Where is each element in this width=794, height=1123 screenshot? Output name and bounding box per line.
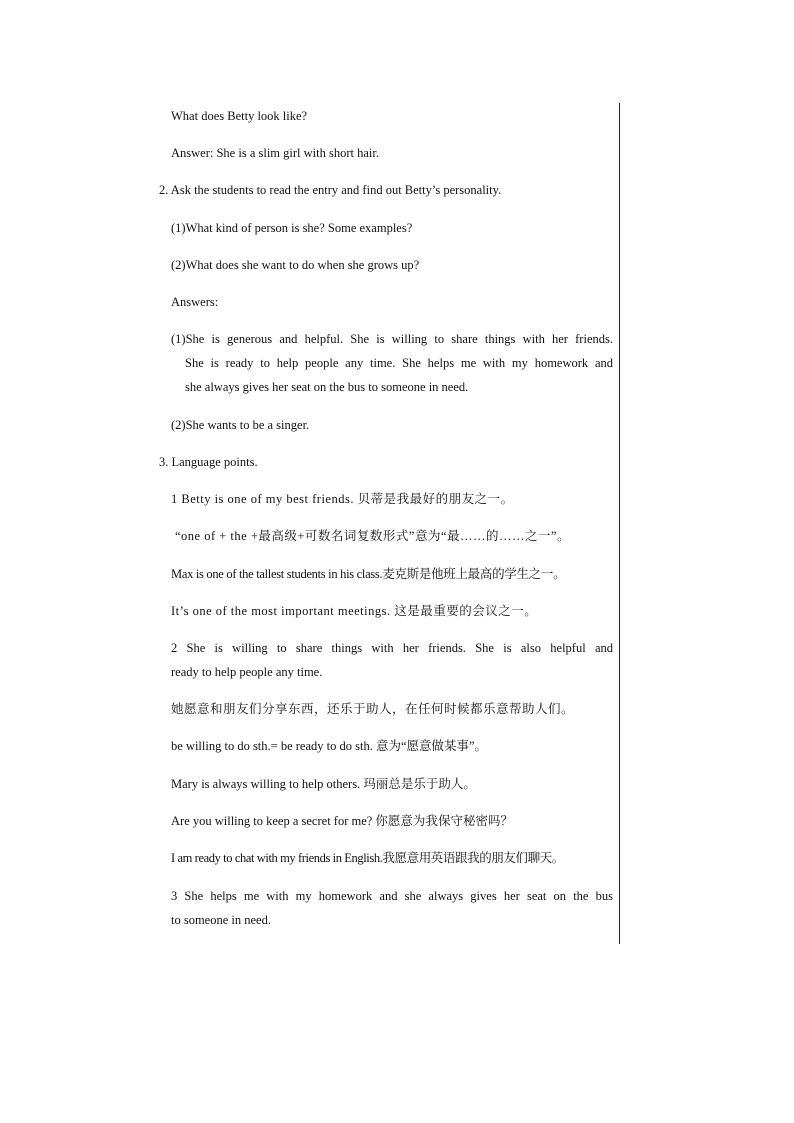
point-1-example-1: Max is one of the tallest students in his class.麦克斯是他班上最高的学生之一。: [171, 567, 566, 581]
point-3-sentence-line-2: to someone in need.: [171, 913, 271, 927]
question-1: (1)What kind of person is she? Some examples?: [171, 221, 413, 235]
table-right-border: [619, 103, 620, 944]
point-2-translation: 她愿意和朋友们分享东西，还乐于助人，在任何时候都乐意帮助人们。: [171, 702, 575, 716]
question-2: (2)What does she want to do when she grows up?: [171, 258, 420, 272]
point-2-rule: be willing to do sth.= be ready to do sth. 意为“愿意做某事”。: [171, 739, 488, 753]
question-appearance: What does Betty look like?: [171, 109, 308, 123]
point-3-sentence-line-1: 3 She helps me with my homework and she always gives her seat on the bus: [171, 889, 613, 903]
point-2-example-2: Are you willing to keep a secret for me? 你愿意为我保守秘密吗？: [171, 814, 513, 828]
step-2-heading: 2. Ask the students to read the entry and find out Betty’s personality.: [159, 183, 502, 197]
answer-appearance: Answer: She is a slim girl with short hair.: [171, 146, 379, 160]
point-2-example-1: Mary is always willing to help others. 玛丽总是乐于助人。: [171, 777, 476, 791]
answer-1-line-1: (1)She is generous and helpful. She is willing to share things with her friends.: [171, 332, 613, 346]
point-1-sentence: 1 Betty is one of my best friends. 贝蒂是我最好的朋友之一。: [171, 492, 514, 506]
point-2-sentence-line-1: 2 She is willing to share things with her friends. She is also helpful and: [171, 641, 613, 655]
answer-1-line-3: she always gives her seat on the bus to someone in need.: [185, 380, 469, 394]
point-1-example-2: It’s one of the most important meetings. 这是最重要的会议之一。: [171, 604, 538, 618]
point-2-example-3: I am ready to chat with my friends in English.我愿意用英语跟我的朋友们聊天。: [171, 851, 564, 865]
answer-2: (2)She wants to be a singer.: [171, 418, 310, 432]
point-1-rule: “one of + the +最高级+可数名词复数形式”意为“最……的……之一”。: [175, 529, 571, 543]
answer-1-line-2: She is ready to help people any time. She helps me with my homework and: [185, 356, 613, 370]
answers-label: Answers:: [171, 295, 219, 309]
step-3-heading: 3. Language points.: [159, 455, 258, 469]
point-2-sentence-line-2: ready to help people any time.: [171, 665, 323, 679]
